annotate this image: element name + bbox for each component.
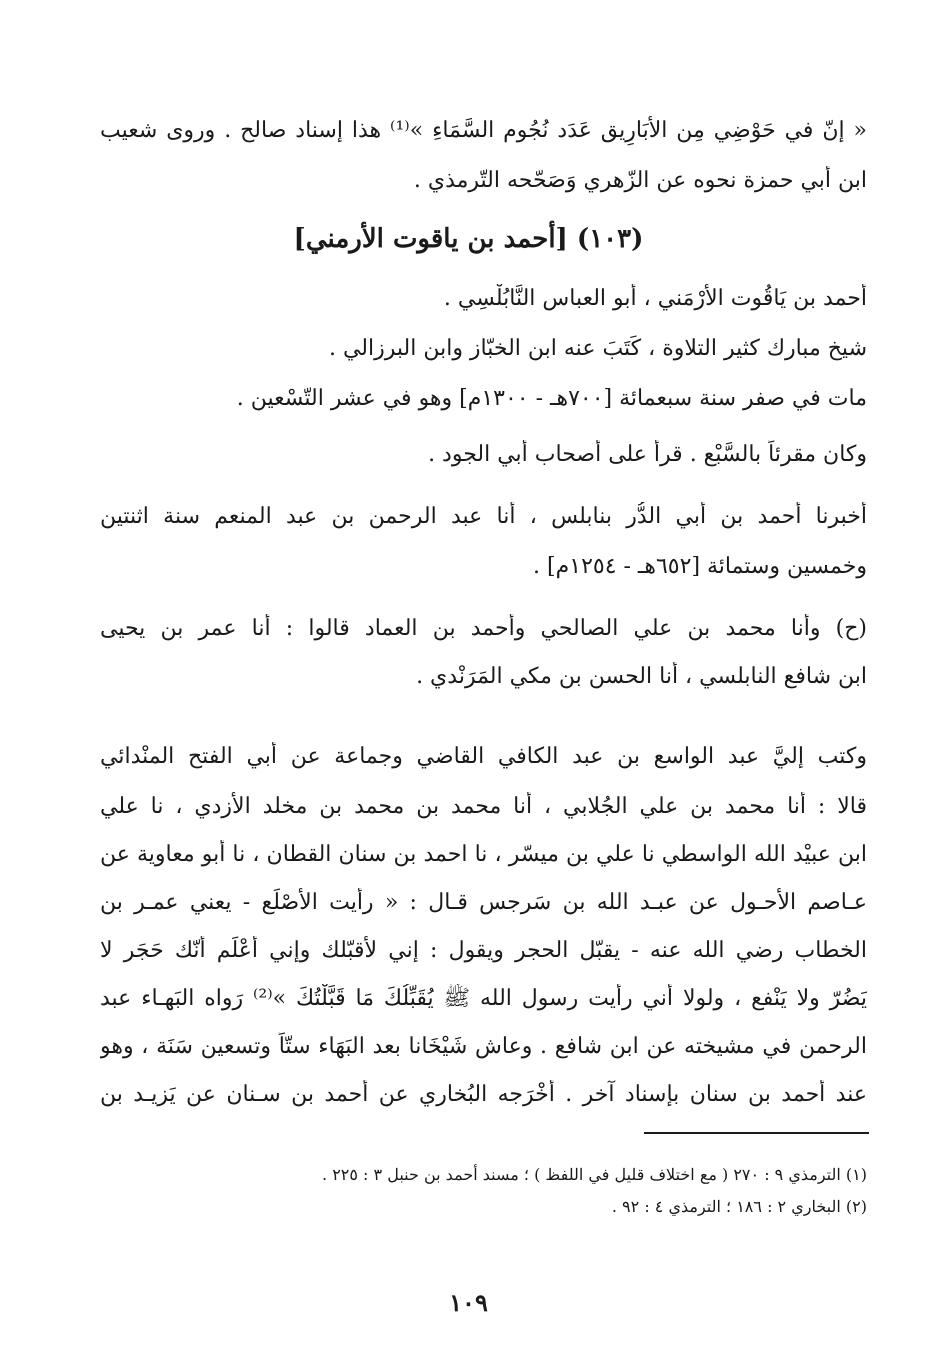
hadith-line-1: وكتب إليَّ عبد الواسع بن عبد الكافي القاضي وجماعة عن أبي الفتح المنْدائي <box>100 744 867 769</box>
hadith-line-3: ابن عبيْد الله الواسطي نا علي بن ميسّر ، نا احمد بن سنان القطان ، نا أبو معاوية عن <box>100 842 867 867</box>
bio-line-3: مات في صفر سنة سبعمائة [٧٠٠هـ - ١٣٠٠م] وهو في عشر التّسْعين . <box>236 386 867 411</box>
bio-line-1: أحمد بن يَاقُوت الأرْمَني ، أبو العباس النَّابُلْسِي . <box>443 286 867 311</box>
entry-heading: (١٠٣) [أحمد بن ياقوت الأرمني] <box>293 224 644 254</box>
footnote-2: (٢) البخاري ٢ : ١٨٦ ؛ الترمذي ٤ : ٩٢ . <box>611 1197 867 1216</box>
page-number: ١٠٩ <box>449 1288 488 1317</box>
footnote-separator <box>644 1132 869 1134</box>
intro-line-2: ابن أبي حمزة نحوه عن الزّهري وَصَحّحه التّرمذي . <box>413 168 867 193</box>
footnote-1: (١) الترمذي ٩ : ٢٧٠ ( مع اختلاف قليل في اللفظ ) ؛ مسند أحمد بن حنبل ٣ : ٢٢٥ . <box>322 1165 867 1184</box>
hadith-line-2: قالا : أنا محمد بن علي الجُلابي ، أنا محمد بن محمد بن مخلد الأزدي ، نا علي <box>100 794 867 819</box>
hadith-line-6: يَضُرّ ولا يَنْفع ، ولولا أني رأيت رسول الله ﷺ يُقَبِّلُكَ مَا قَبَّلْتُكَ »⁽²⁾ رَواه البَهـاء عبد <box>100 986 867 1011</box>
hadith-line-8: عند أحمد بن سنان بإسناد آخر . أَخْرَجه البُخاري عن أحمد بن سـنان عن يَزيـد بن <box>100 1082 867 1107</box>
hadith-line-4: عـاصم الأحـول عن عبـد الله بن سَرجس قـال : « رأيت الأصْلَع - يعني عمـر بن <box>100 890 867 915</box>
bio-line-4: وكان مقرئاً بالسَّبْع . قرأ على أصحاب أبي الجود . <box>428 442 867 467</box>
isnad1-line-1: أخبرنا أحمد بن أبي الدُّر بنابلس ، أنا عبد الرحمن بن عبد المنعم سنة اثنتين <box>100 504 867 529</box>
intro-line-1: « إنّ في حَوْضِي مِن الأبَارِيق عَدَد نُجُوم السَّمَاءِ »⁽¹⁾ هذا إسناد صالح . وروى شعيب <box>100 118 867 143</box>
isnad1-line-2: وخمسين وستمائة [٦٥٢هـ - ١٢٥٤م] . <box>533 554 867 579</box>
bio-line-2: شيخ مبارك كثير التلاوة ، كَتَبَ عنه ابن الخبّاز وابن البرزالي . <box>328 336 867 361</box>
isnad2-line-2: ابن شافع النابلسي ، أنا الحسن بن مكي المَرَنْدي . <box>416 664 867 689</box>
isnad2-line-1: (ح) وأنا محمد بن علي الصالحي وأحمد بن العماد قالوا : أنا عمر بن يحيى <box>100 616 867 641</box>
hadith-line-7: الرحمن في مشيخته عن ابن شافع . وعاش شَيْخَانا بعد البَهَاء ستّاً وتسعين سَنَة ، وهو <box>100 1034 867 1059</box>
hadith-line-5: الخطاب رضي الله عنه - يقبّل الحجر ويقول : إني لأقبّلك وإني أعْلَم أنّك حَجَر لا <box>100 938 867 963</box>
